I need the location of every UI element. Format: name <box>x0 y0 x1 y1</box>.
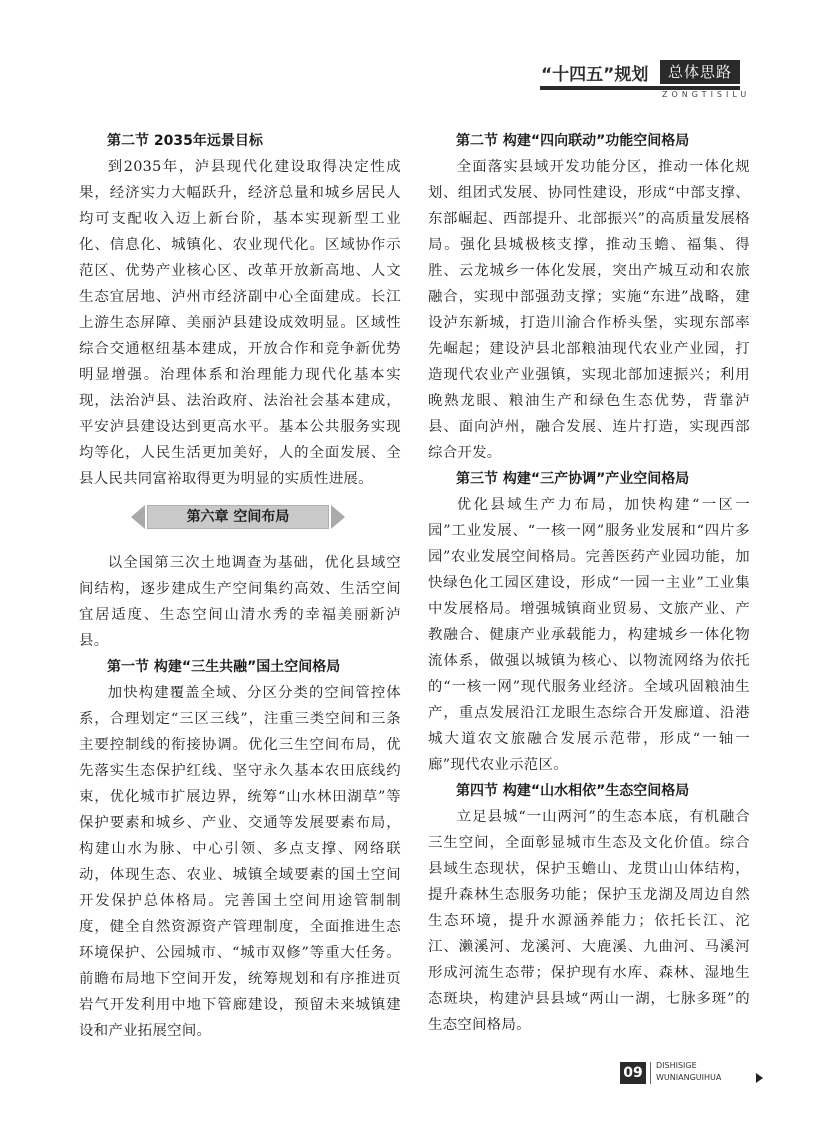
section-title-4: 第四节 构建“山水相依”生态空间格局 <box>456 783 690 799</box>
paragraph-section-3: 优化县域生产力布局，加快构建“一区一园”工业发展、“一核一网”服务业发展和“四片多园”农业发展空间格局。完善医药产业园功能，加快绿色化工园区建设，形成“一园一主业”工业集中发展格局。增强城镇商业贸易、文旅产业、产教融合、健康产业承载能力，构建城乡一体化物流体系，做强以城镇为核心、以物流网络为依托的“一核一网”现代服务业经济。全域巩固粮油生产，重点发展沿江龙眼生态综合开发廊道、沿港城大道农文旅融合发展示范带，形成“一轴一廊”现代农业示范区。 <box>428 497 750 773</box>
page-number: 09 <box>620 1062 646 1084</box>
paragraph-section-1: 加快构建覆盖全域、分区分类的空间管控体系，合理划定“三区三线”，注重三类空间和三条主要控制线的衔接协调。优化三生空间布局，优先落实生态保护红线、坚守永久基本农田底线约束，优化城市扩展边界，统筹“山水林田湖草”等保护要素和城乡、产业、交通等发展要素布局，构建山水为脉、中心引领、多点支撑、网络联动，体现生态、农业、城镇全域要素的国土空间开发保护总体格局。完善国土空间用途管制制度，健全自然资源资产管理制度，全面推进生态环境保护、公园城市、“城市双修”等重大任务。前瞻布局地下空间开发，统筹规划和有序推进页岩气开发利用中地下管廊建设，预留未来城镇建设和产业拓展空间。 <box>79 685 401 1039</box>
paragraph-chapter-intro: 以全国第三次土地调查为基础，优化县域空间结构，逐步建成生产空间集约高效、生活空间宜居适度、生态空间山清水秀的幸福美丽新泸县。 <box>79 555 401 649</box>
paragraph-section-4: 立足县城“一山两河”的生态本底，有机融合三生空间，全面彰显城市生态及文化价值。综合县域生态现状，保护玉蟾山、龙贯山山体结构，提升森林生态服务功能；保护玉龙湖及周边自然生态环境，提升水源涵养能力；依托长江、沱江、濑溪河、龙溪河、大鹿溪、九曲河、马溪河形成河流生态带；保护现有水库、森林、湿地生态斑块，构建泸县县域“两山一湖，七脉多斑”的生态空间格局。 <box>428 809 750 1033</box>
arrow-right-icon <box>756 1073 763 1083</box>
section-title-2: 第二节 构建“四向联动”功能空间格局 <box>456 133 690 149</box>
footer-divider <box>650 1062 651 1084</box>
right-column <box>428 128 750 1038</box>
footer-label-line1: DISHISIGE <box>656 1061 697 1070</box>
paragraph-section-2: 全面落实县域开发功能分区，推动一体化规划、组团式发展、协同性建设，形成“中部支撑、东部崛起、西部提升、北部振兴”的高质量发展格局。强化县城极核支撑，推动玉蟾、福集、得胜、云龙城乡一体化发展，突出产城互动和农旅融合，实现中部强劲支撑；实施“东进”战略，建设泸东新城，打造川渝合作桥头堡，实现东部率先崛起；建设泸县北部粮油现代农业产业园，打造现代农业产业强镇，实现北部加速振兴；利用晚熟龙眼、粮油生产和绿色生态优势，背靠泸县、面向泸州，融合发展、连片打造，实现西部综合开发。 <box>428 159 750 461</box>
section-title-3: 第三节 构建“三产协调”产业空间格局 <box>456 471 690 487</box>
triangle-left-icon <box>131 505 145 529</box>
page-footer <box>620 1058 780 1088</box>
paragraph-2035: 到2035年，泸县现代化建设取得决定性成果，经济实力大幅跃升，经济总量和城乡居民人均可支配收入迈上新台阶，基本实现新型工业化、信息化、城镇化、农业现代化。区域协作示范区、优势产业核心区、改革开放新高地、人文生态宜居地、泸州市经济副中心全面建成。长江上游生态屏障、美丽泸县建设成效明显。区域性综合交通枢纽基本建成，开放合作和竞争新优势明显增强。治理体系和治理能力现代化基本实现，法治泸县、法治政府、法治社会基本建成，平安泸县建设达到更高水平。基本公共服务实现均等化，人民生活更加美好，人的全面发展、全县人民共同富裕取得更为明显的实质性进展。 <box>79 159 401 487</box>
header-title: “十四五”规划 <box>541 65 649 85</box>
section-title-1: 第一节 构建“三生共融”国土空间格局 <box>107 659 341 675</box>
page-header <box>0 0 827 110</box>
header-subtitle: ZONGTISILU <box>662 90 751 99</box>
chapter-title: 第六章 空间布局 <box>147 505 329 529</box>
chapter-banner <box>79 502 401 532</box>
triangle-right-icon <box>331 505 345 529</box>
footer-label-line2: WUNIANGUIHUA <box>656 1073 722 1082</box>
header-section-tag: 总体思路 <box>660 60 740 84</box>
left-column <box>79 128 401 1044</box>
section-title-2035: 第二节 2035年远景目标 <box>107 133 263 149</box>
